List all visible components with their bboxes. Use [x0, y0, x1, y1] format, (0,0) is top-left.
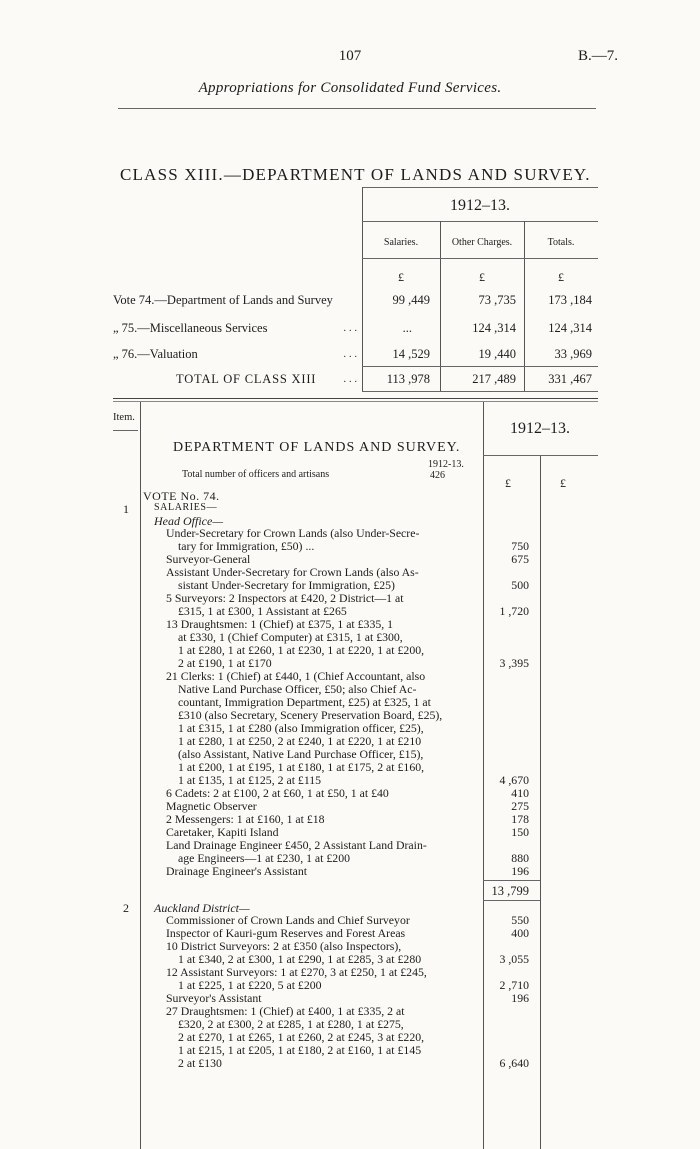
page-subtitle: Appropriations for Consolidated Fund Services. — [198, 80, 502, 96]
item-column-divider — [140, 402, 141, 1149]
entry-line: 2 at £190, 1 at £170 — [178, 656, 272, 670]
entry-amount: 4 ,670 — [499, 773, 529, 787]
entry-line: 10 District Surveyors: 2 at £350 (also Inspectors), — [166, 939, 402, 953]
header-rule — [118, 108, 596, 109]
entry-amount: 1 ,720 — [499, 604, 529, 618]
entry-amount: 3 ,055 — [499, 952, 529, 966]
summary-pre-total-rule — [362, 366, 598, 367]
item-column-header: Item. — [113, 412, 135, 423]
section-top-rule-2 — [113, 401, 598, 402]
summary-salaries: 14 ,529 — [392, 347, 430, 361]
summary-other: 124 ,314 — [472, 321, 516, 335]
entry-line: £320, 2 at £300, 2 at £285, 1 at £280, 1 at £275, — [178, 1017, 404, 1031]
summary-row-label: Vote 74.—Department of Lands and Survey — [113, 293, 333, 307]
summary-head-rule — [362, 258, 598, 259]
officers-count: 426 — [430, 470, 445, 481]
entry-line: age Engineers—1 at £230, 1 at £200 — [178, 851, 350, 865]
entry-line: £315, 1 at £300, 1 Assistant at £265 — [178, 604, 347, 618]
summary-other: 73 ,735 — [478, 293, 516, 307]
item-number: 1 — [123, 502, 129, 516]
entry-line: Caretaker, Kapiti Island — [166, 825, 279, 839]
summary-row-label: „ 75.—Miscellaneous Services — [113, 321, 268, 335]
summary-total: 124 ,314 — [548, 321, 592, 335]
leader-dots: ... — [343, 349, 360, 360]
entry-line: 1 at £340, 2 at £300, 1 at £290, 1 at £285, 3 at £280 — [178, 952, 422, 966]
page-reference: B.—7. — [577, 48, 618, 64]
entry-line: Drainage Engineer's Assistant — [166, 864, 308, 878]
entry-line: Assistant Under-Secretary for Crown Lands (also As- — [166, 565, 419, 579]
entry-amount: 196 — [511, 864, 529, 878]
entry-line: Land Drainage Engineer £450, 2 Assistant Land Drain- — [166, 838, 427, 852]
summary-total-label: TOTAL OF CLASS XIII — [176, 372, 317, 386]
entry-line: 2 at £270, 1 at £265, 1 at £260, 2 at £245, 3 at £220, — [178, 1030, 425, 1044]
summary-other: 19 ,440 — [478, 347, 516, 361]
entry-line: countant, Immigration Department, £25) at £325, 1 at — [178, 695, 431, 709]
entry-line: Commissioner of Crown Lands and Chief Surveyor — [166, 913, 410, 927]
detail-year-rule — [483, 455, 598, 456]
subtotal-rule — [483, 900, 540, 901]
entry-amount: 3 ,395 — [499, 656, 529, 670]
summary-row-label: „ 76.—Valuation — [113, 347, 198, 361]
entry-amount: 150 — [511, 825, 529, 839]
amount-column-divider-mid — [540, 455, 541, 1149]
entry-amount: 275 — [511, 799, 529, 813]
auckland-heading: Auckland District— — [154, 901, 250, 915]
entry-line: 1 at £200, 1 at £195, 1 at £180, 1 at £175, 2 at £160, — [178, 760, 425, 774]
entry-line: 1 at £280, 1 at £250, 2 at £240, 1 at £220, 1 at £210 — [178, 734, 422, 748]
summary-bottom-rule — [362, 391, 598, 392]
entry-line: 5 Surveyors: 2 Inspectors at £420, 2 District—1 at — [166, 591, 404, 605]
entry-line: 6 Cadets: 2 at £100, 2 at £60, 1 at £50, 1 at £40 — [166, 786, 389, 800]
summary-top-rule — [362, 187, 598, 188]
currency-salaries: £ — [398, 270, 404, 284]
detail-year: 1912–13. — [510, 420, 570, 437]
summary-total-salaries: 113 ,978 — [386, 372, 430, 386]
entry-amount: 410 — [511, 786, 529, 800]
col-head-totals: Totals. — [547, 237, 575, 248]
entry-line: 12 Assistant Surveyors: 1 at £270, 3 at £250, 1 at £245, — [166, 965, 427, 979]
entry-line: Native Land Purchase Officer, £50; also Chief Ac- — [178, 682, 417, 696]
entry-line: 27 Draughtsmen: 1 (Chief) at £400, 1 at £335, 2 at — [166, 1004, 405, 1018]
summary-salaries: 99 ,449 — [392, 293, 430, 307]
summary-total: 33 ,969 — [554, 347, 592, 361]
item-number: 2 — [123, 901, 129, 915]
entry-amount: 196 — [511, 991, 529, 1005]
summary-total-other: 217 ,489 — [472, 372, 516, 386]
subtotal-rule — [483, 880, 540, 881]
officers-year: 1912-13. — [428, 459, 464, 470]
summary-total-total: 331 ,467 — [548, 372, 592, 386]
entry-line: Surveyor-General — [166, 552, 251, 566]
entry-amount: 6 ,640 — [499, 1056, 529, 1070]
amount-column-divider-left — [483, 402, 484, 1149]
salaries-heading: SALARIES— — [154, 502, 218, 513]
entry-line: 1 at £315, 1 at £280 (also Immigration officer, £25), — [178, 721, 424, 735]
entry-amount: 400 — [511, 926, 529, 940]
entry-amount: 2 ,710 — [499, 978, 529, 992]
entry-amount: 750 — [511, 539, 529, 553]
officers-label: Total number of officers and artisans — [182, 469, 330, 480]
entry-amount: 500 — [511, 578, 529, 592]
entry-line: 1 at £225, 1 at £220, 5 at £200 — [178, 978, 322, 992]
detail-currency-1: £ — [505, 476, 511, 490]
entry-amount: 880 — [511, 851, 529, 865]
entry-line: Surveyor's Assistant — [166, 991, 262, 1005]
page-number: 107 — [338, 48, 362, 64]
leader-dots: ... — [343, 374, 360, 385]
entry-line: sistant Under-Secretary for Immigration, £25) — [178, 578, 395, 592]
class-title: CLASS XIII.—DEPARTMENT OF LANDS AND SURVEY. — [120, 165, 591, 184]
item-header-rule — [113, 430, 138, 431]
entry-line: Under-Secretary for Crown Lands (also Under-Secre- — [166, 526, 420, 540]
entry-line: 21 Clerks: 1 (Chief) at £440, 1 (Chief Accountant, also — [166, 669, 426, 683]
entry-line: at £330, 1 (Chief Computer) at £315, 1 at £300, — [178, 630, 403, 644]
col-head-salaries: Salaries. — [383, 237, 419, 248]
entry-line: (also Assistant, Native Land Purchase Officer, £15), — [178, 747, 424, 761]
head-office-subtotal: 13 ,799 — [491, 884, 529, 898]
entry-amount: 178 — [511, 812, 529, 826]
summary-total: 173 ,184 — [548, 293, 592, 307]
summary-year-rule — [362, 221, 598, 222]
entry-line: 13 Draughtsmen: 1 (Chief) at £375, 1 at £335, 1 — [166, 617, 394, 631]
entry-line: Inspector of Kauri-gum Reserves and Forest Areas — [166, 926, 406, 940]
summary-salaries: ... — [402, 321, 412, 335]
summary-year: 1912–13. — [450, 197, 510, 214]
currency-other: £ — [479, 270, 485, 284]
entry-line: £310 (also Secretary, Scenery Preservation Board, £25), — [178, 708, 443, 722]
entry-line: 1 at £280, 1 at £260, 1 at £230, 1 at £220, 1 at £200, — [178, 643, 425, 657]
entry-line: 1 at £135, 1 at £125, 2 at £115 — [178, 773, 322, 787]
col-head-other: Other Charges. — [451, 237, 513, 248]
detail-currency-2: £ — [560, 476, 566, 490]
entry-line: 1 at £215, 1 at £205, 1 at £180, 2 at £160, 1 at £145 — [178, 1043, 422, 1057]
entry-line: 2 Messengers: 1 at £160, 1 at £18 — [166, 812, 325, 826]
leader-dots: ... — [343, 323, 360, 334]
entry-line: tary for Immigration, £50) ... — [178, 539, 315, 553]
entry-amount: 675 — [511, 552, 529, 566]
section-top-rule — [113, 398, 598, 399]
head-office-heading: Head Office— — [154, 514, 223, 528]
entry-amount: 550 — [511, 913, 529, 927]
currency-totals: £ — [558, 270, 564, 284]
vote-heading: VOTE No. 74. — [143, 489, 220, 503]
entry-line: 2 at £130 — [178, 1056, 222, 1070]
entry-line: Magnetic Observer — [166, 799, 257, 813]
department-title: DEPARTMENT OF LANDS AND SURVEY. — [173, 440, 461, 455]
